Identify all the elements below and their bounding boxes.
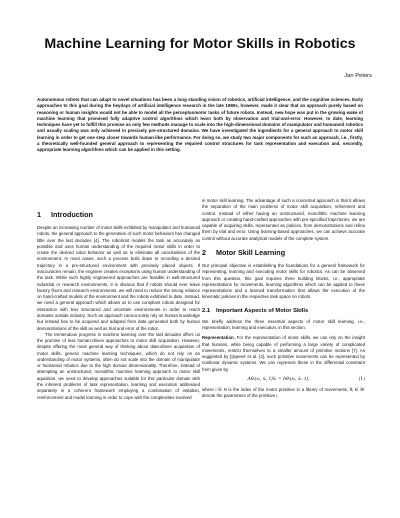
paragraph [202,335,365,373]
paragraph: Our principal objective is establishing the foundations for a general framework for representing, learning and executing motor skills for robotics. As can be observed from this question, this goal requires three building blocks, i.e., appropriate representations for movements, learning algorithms which can be applied to these representations and a learned transformation that allows the execution of the kinematic policies in the respective task space on robots. [202,262,365,300]
section-heading-introduction [37,210,200,219]
paragraph: Despite an increasing number of motor skills exhibited by manipulator and humanoid robots, the general approach to the generation of such motor behaviors has changed little over the last decades [4]. The roboticist models the task as accurately as possible and uses human understanding of the required motor skills in order to create the desired robot behavior as well as to eliminate all uncertainties of the environment. In most cases, such a process boils down to recording a desired trajectory in a pre-structured environment with precisely placed objects. If inaccuracies remain, the engineer creates exceptions using human understanding of the task. While such highly engineered approaches are feasible in well-structured industrial or research environments, it is obvious that if robots should ever leave factory floors and research environments, we will need to reduce the strong reliance on hand-crafted models of the environment and the robots exhibited to date. Instead, we need a general approach which allows us to use compliant robots designed for interaction with less structured and uncertain environments in order to reach domains outside industry. Such an approach cannot solely rely on human knowledge but instead has to be acquired and adapted from data generated both by human demonstrations of the skill as well as trial and error of the robot. [37,225,200,331]
paragraph: We briefly address the three essential aspects of motor skill learning, i.e., representation, learning and execution, in this section. [202,318,365,330]
paragraph-lead: Representation. [202,335,235,341]
abstract: Autonomous robots that can adapt to novel situations has been a long standing vision of robotics, artificial intelligence, and the cognitive sciences. Early approaches to this goal during the heydays of artificial intelligence research in the late 1980s, however, made it clear that an approach purely based on reasoning or human insights would not be able to model all the perceptuomotor tasks of future robots. Instead, new hope was put in the growing wake of machine learning that promised fully adaptive control algorithms which learn both by observation and trial-and-error. However, to date, learning techniques have yet to fulfill this promise as only few methods manage to scale into the high-dimensional domains of manipulator and humanoid robotics and usually scaling was only achieved in precisely pre-structured domains. We have investigated the ingredients for a general approach to motor skill learning in order to get one step closer towards human-like performance. For doing so, we study two major components for such an approach, i.e., firstly, a theoretically well-founded general approach to representing the required control structures for task representation and execution and, secondly, appropriate learning algorithms which can be applied in this setting. [37,97,363,153]
subsection-number: 2.1 [202,307,211,314]
paragraph-text: For the representation of motor skills, we can rely on the insight that humans, while being capable of performing a large variety of complicated movements, restrict themselves to a smaller amount of primitive motions [7]. As suggested by [Ijspeert et al. [2], such primitive movements can be represented by nonlinear dynamic systems. We can represent these in the differential constraint form given by [202,335,365,372]
paragraph: The tremendous progress in machine learning over the last decades offers us the promise of less human-driven approaches to motor skill acquisition. However, despite offering the most general way of thinking about data-driven acquisition of motor skills, generic machine learning techniques, which do not rely on an understanding of motor systems, often do not scale into the domain of manipulator or humanoid robotics due to the high domain dimensionality. Therefore, instead of attempting an unstructured, monolithic machine learning approach to motor skill aquisition, we need to develop approaches suitable for this particular domain with the inherent problems of task representation, learning and execution addressed separately in a coherent framework employing a combination of imitation, reinforcement and model learning in order to cope with the complexities involved [37,331,200,400]
section-title: Motor Skill Learning [216,247,286,257]
left-column [37,210,200,401]
section-heading-motor-skill-learning [202,248,365,257]
equation-number: (1) [358,376,365,382]
paragraph: in motor skill learning. The advantage of such a concerted approach is that it allows the separation of the main problems of motor skill acquisition, refinement and control. Instead of either having an unstructured, monolithic machine learning approach or creating hand-crafted approaches with pre-specified trajectories, we are capable of acquiring skills, represented as policies, from demonstrations and refine them by trial and error. Using learning-based approaches, we can achieve accurate control without accurate analytical models of the complete system. [202,198,365,241]
section-number: 2 [202,247,206,257]
subsection-title: Important Aspects of Motor Skills [216,307,309,314]
right-column [202,198,365,400]
equation-formula: Aθᵢ(xᵢ, ẋᵢ, t)ẍᵢ = bθᵢ(xᵢ, ẋᵢ, t), [247,376,310,382]
section-number: 1 [37,210,41,219]
equation [202,377,365,383]
subsection-heading [202,308,365,315]
paragraph: where i ∈ N is the index of the motor primitive in a library of movements, θᵢ ∈ ℝᴸ denote the parameters of the primitive i, [202,387,365,399]
paper-author: Jan Peters [344,73,372,79]
paper-title: Machine Learning for Motor Skills in Robotics [44,36,356,52]
section-title: Introduction [51,210,93,219]
